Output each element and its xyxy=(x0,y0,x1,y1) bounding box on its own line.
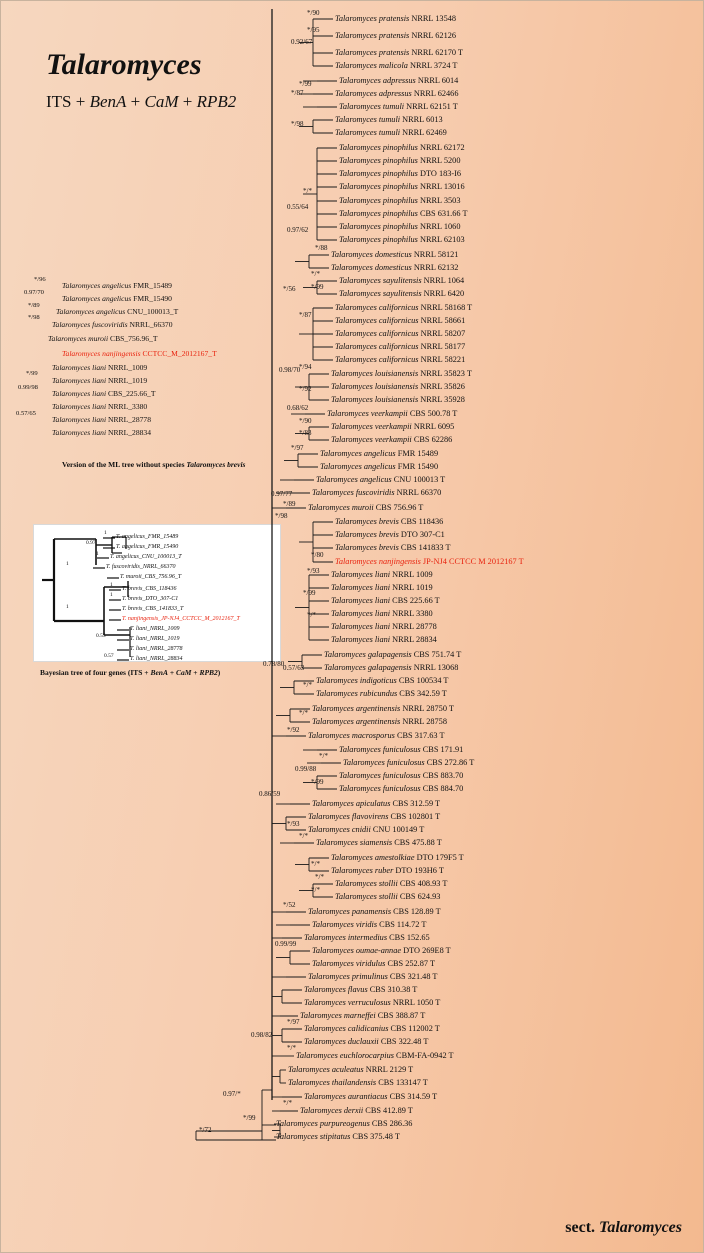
taxon-label: Talaromyces liani NRRL 28834 xyxy=(331,635,437,644)
support-value: */83 xyxy=(299,429,312,437)
support-value: */* xyxy=(311,886,320,894)
support-value: */92 xyxy=(287,726,300,734)
taxon-label: Talaromyces pinophilus NRRL 1060 xyxy=(339,222,461,231)
bayes-inset-taxon-label: T. liani_NRRL_1019 xyxy=(130,636,180,642)
taxon-label: Talaromyces pinophilus NRRL 13016 xyxy=(339,182,465,191)
taxon-label: Talaromyces intermedius CBS 152.65 xyxy=(304,933,430,942)
taxon-label: Talaromyces pinophilus NRRL 62103 xyxy=(339,235,465,244)
support-value: */* xyxy=(319,752,328,760)
taxon-label: Talaromyces funiculosus CBS 272.86 T xyxy=(343,758,475,767)
taxon-label: Talaromyces indigoticus CBS 100534 T xyxy=(316,676,449,685)
bayes-inset-taxon-label: T. muroii_CBS_756.96_T xyxy=(120,574,182,580)
taxon-label: Talaromyces pratensis NRRL 62126 xyxy=(335,31,457,40)
taxon-label: Talaromyces adpressus NRRL 6014 xyxy=(339,76,459,85)
bayes-inset-support-value: 1 xyxy=(66,561,69,567)
taxon-label: Talaromyces flavovirens CBS 102801 T xyxy=(308,812,441,821)
taxon-label: Talaromyces argentinensis NRRL 28758 xyxy=(312,717,447,726)
taxon-label: Talaromyces angelicus FMR 15489 xyxy=(320,449,439,458)
taxon-label: Talaromyces ruber DTO 193H6 T xyxy=(331,866,444,875)
bayes-inset-caption: Bayesian tree of four genes (ITS + BenA + CaM + RPB2) xyxy=(40,668,221,677)
taxon-label: Talaromyces macrosporus CBS 317.63 T xyxy=(308,731,445,740)
taxon-label: Talaromyces liani NRRL 3380 xyxy=(331,609,433,618)
support-value: */90 xyxy=(307,9,320,17)
ml-inset-support-value: */98 xyxy=(28,314,40,321)
bayes-inset-support-value: 1 xyxy=(104,530,107,536)
ml-inset-taxon-label: Talaromyces liani NRRL_28834 xyxy=(52,428,152,437)
taxon-label: Talaromyces liani CBS 225.66 T xyxy=(331,596,440,605)
support-value: */99 xyxy=(303,589,316,597)
bayes-inset-support-value: 1 xyxy=(110,582,113,588)
support-value: */87 xyxy=(291,89,304,97)
ml-inset-support-value: 0.97/70 xyxy=(24,289,44,296)
taxon-label: Talaromyces thailandensis CBS 133147 T xyxy=(288,1078,428,1087)
support-value: */* xyxy=(303,681,312,689)
support-value: */* xyxy=(299,832,308,840)
ml-inset-support-value: */99 xyxy=(26,370,38,377)
bayes-inset-taxon-label: T. brevis_DTO_307-C1 xyxy=(122,596,179,602)
ml-inset-taxon-label: Talaromyces liani CBS_225.66_T xyxy=(52,389,156,398)
ml-inset-taxon-label: Talaromyces nanjingensis CCTCC_M_2012167_T xyxy=(62,349,217,358)
taxon-label: Talaromyces viridis CBS 114.72 T xyxy=(312,920,427,929)
bayes-inset-support-value: 1 xyxy=(66,604,69,610)
taxon-label: Talaromyces derxii CBS 412.89 T xyxy=(300,1106,413,1115)
taxon-label: Talaromyces californicus NRRL 58221 xyxy=(335,355,466,364)
taxon-label: Talaromyces veerkampii CBS 62286 xyxy=(331,435,453,444)
support-value: */99 xyxy=(299,80,312,88)
support-value: */56 xyxy=(283,285,296,293)
taxon-label: Talaromyces funiculosus CBS 884.70 xyxy=(339,784,464,793)
support-value: 0.98/70 xyxy=(279,366,301,374)
taxon-label: Talaromyces veerkampii NRRL 6095 xyxy=(331,422,455,431)
taxon-label: Talaromyces aculeatus NRRL 2129 T xyxy=(288,1065,414,1074)
taxon-label: Talaromyces brevis DTO 307-C1 xyxy=(335,530,445,539)
support-value: 0.98/82 xyxy=(251,1031,273,1039)
taxon-label: Talaromyces fuscoviridis NRRL 66370 xyxy=(312,488,442,497)
bayes-inset-support-value: 1 xyxy=(110,592,113,598)
taxon-label: Talaromyces californicus NRRL 58661 xyxy=(335,316,466,325)
taxon-label: Talaromyces stollii CBS 408.93 T xyxy=(335,879,448,888)
section-label: sect. Talaromyces xyxy=(565,1219,682,1236)
bayes-inset-taxon-label: T. angelicus_FMR_15490 xyxy=(116,544,179,550)
support-value: */* xyxy=(303,187,312,195)
taxon-label: Talaromyces muroii CBS 756.96 T xyxy=(308,503,424,512)
support-value: */* xyxy=(311,270,320,278)
ml-inset-taxon-label: Talaromyces muroii CBS_756.96_T xyxy=(48,334,158,343)
taxon-label: Talaromyces brevis CBS 118436 xyxy=(335,517,444,526)
support-value: 0.97/77 xyxy=(271,490,293,498)
bayes-inset-support-value: 1 xyxy=(96,551,99,557)
taxon-label: Talaromyces stollii CBS 624.93 xyxy=(335,892,441,901)
taxon-label: Talaromyces liani NRRL 1019 xyxy=(331,583,433,592)
bayes-inset-taxon-label: T. brevis_CBS_141833_T xyxy=(122,606,184,612)
support-value: */80 xyxy=(311,551,324,559)
taxon-label: Talaromyces amestolkiae DTO 179F5 T xyxy=(331,853,464,862)
ml-inset-support-value: */89 xyxy=(28,302,40,309)
support-value: */97 xyxy=(287,1018,300,1026)
taxon-label: Talaromyces cnidii CNU 100149 T xyxy=(308,825,425,834)
ml-inset-taxon-label: Talaromyces angelicus FMR_15490 xyxy=(62,294,172,303)
taxon-label: Talaromyces domesticus NRRL 62132 xyxy=(331,263,459,272)
taxon-label: Talaromyces malicola NRRL 3724 T xyxy=(335,61,458,70)
bayes-inset-support-value: 0.55 xyxy=(96,633,106,639)
taxon-label: Talaromyces purpureogenus CBS 286.36 xyxy=(276,1119,413,1128)
taxon-label: Talaromyces californicus NRRL 58207 xyxy=(335,329,466,338)
taxon-label: Talaromyces angelicus CNU 100013 T xyxy=(316,475,446,484)
taxon-label: Talaromyces liani NRRL 28778 xyxy=(331,622,437,631)
taxon-label: Talaromyces flavus CBS 310.38 T xyxy=(304,985,418,994)
ml-inset-taxon-label: Talaromyces fuscoviridis NRRL_66370 xyxy=(52,320,173,329)
taxon-label: Talaromyces pratensis NRRL 13548 xyxy=(335,14,457,23)
bayes-inset-taxon-label: T. liani_NRRL_28834 xyxy=(130,656,183,662)
taxon-label: Talaromyces californicus NRRL 58168 T xyxy=(335,303,473,312)
support-value: 0.78/80 xyxy=(263,660,285,668)
support-value: */89 xyxy=(283,500,296,508)
support-value: */* xyxy=(287,1044,296,1052)
support-value: */97 xyxy=(291,444,304,452)
taxon-label: Talaromyces adpressus NRRL 62466 xyxy=(335,89,459,98)
support-value: */72 xyxy=(199,1126,212,1134)
taxon-label: Talaromyces pinophilus NRRL 5200 xyxy=(339,156,461,165)
taxon-label: Talaromyces liani NRRL 1009 xyxy=(331,570,433,579)
taxon-label: Talaromyces stipitatus CBS 375.48 T xyxy=(276,1132,400,1141)
bayes-inset-taxon-label: T. angelicus_CNU_100013_T xyxy=(110,554,182,560)
taxon-label: Talaromyces sayulitensis NRRL 6420 xyxy=(339,289,465,298)
taxon-label: Talaromyces nanjingensis JP-NJ4 CCTCC M 2012167 T xyxy=(335,557,524,566)
taxon-label: Talaromyces rubicundus CBS 342.59 T xyxy=(316,689,447,698)
support-value: */* xyxy=(299,709,308,717)
support-value: 0.99/99 xyxy=(275,940,297,948)
support-value: */87 xyxy=(299,311,312,319)
taxon-label: Talaromyces pinophilus NRRL 62172 xyxy=(339,143,465,152)
taxon-label: Talaromyces angelicus FMR 15490 xyxy=(320,462,439,471)
taxon-label: Talaromyces veerkampii CBS 500.78 T xyxy=(327,409,458,418)
taxon-label: Talaromyces pratensis NRRL 62170 T xyxy=(335,48,464,57)
support-value: */93 xyxy=(307,567,320,575)
taxon-label: Talaromyces tumuli NRRL 6013 xyxy=(335,115,443,124)
support-value: */94 xyxy=(299,363,312,371)
ml-inset-taxon-label: Talaromyces liani NRRL_3380 xyxy=(52,402,148,411)
taxon-label: Talaromyces galapagensis NRRL 13068 xyxy=(324,663,459,672)
ml-inset-taxon-label: Talaromyces angelicus FMR_15489 xyxy=(62,281,172,290)
support-value: */52 xyxy=(283,901,296,909)
taxon-label: Talaromyces siamensis CBS 475.88 T xyxy=(316,838,442,847)
taxon-label: Talaromyces tumuli NRRL 62469 xyxy=(335,128,447,137)
taxon-label: Talaromyces louisianensis NRRL 35928 xyxy=(331,395,465,404)
taxon-label: Talaromyces duclauxii CBS 322.48 T xyxy=(304,1037,429,1046)
support-value: */92 xyxy=(299,385,312,393)
taxon-label: Talaromyces oumae-annae DTO 269E8 T xyxy=(312,946,451,955)
taxon-label: Talaromyces marneffei CBS 388.87 T xyxy=(300,1011,426,1020)
support-value: */98 xyxy=(291,120,304,128)
support-value: 0.68/62 xyxy=(287,404,309,412)
support-value: */* xyxy=(315,873,324,881)
support-value: */90 xyxy=(299,417,312,425)
taxon-label: Talaromyces louisianensis NRRL 35823 T xyxy=(331,369,472,378)
support-value: */99 xyxy=(311,778,324,786)
support-value: 0.55/64 xyxy=(287,203,309,211)
support-value: */98 xyxy=(275,512,288,520)
support-value: */88 xyxy=(315,244,328,252)
support-value: */93 xyxy=(287,820,300,828)
ml-inset-support-value: 0.99/98 xyxy=(18,384,38,391)
bayes-inset-taxon-label: T. brevis_CBS_118436 xyxy=(122,586,177,592)
taxon-label: Talaromyces verruculosus NRRL 1050 T xyxy=(304,998,441,1007)
support-value: 0.99/88 xyxy=(295,765,317,773)
gene-markers-label: ITS + BenA + CaM + RPB2 xyxy=(46,92,237,111)
taxon-label: Talaromyces californicus NRRL 58177 xyxy=(335,342,466,351)
taxon-label: Talaromyces calidicanius CBS 112002 T xyxy=(304,1024,440,1033)
taxon-label: Talaromyces pinophilus DTO 183-I6 xyxy=(339,169,462,178)
bayes-inset-support-value: 0.97 xyxy=(86,540,96,546)
bayes-inset-taxon-label: T. liani_NRRL_1009 xyxy=(130,626,180,632)
taxon-label: Talaromyces argentinensis NRRL 28750 T xyxy=(312,704,454,713)
bayes-inset-taxon-label: T. fuscoviridis_NRRL_66370 xyxy=(106,564,176,570)
support-value: */* xyxy=(311,860,320,868)
taxon-label: Talaromyces pinophilus CBS 631.66 T xyxy=(339,209,468,218)
support-value: 0.97/* xyxy=(223,1090,241,1098)
taxon-label: Talaromyces tumuli NRRL 62151 T xyxy=(339,102,458,111)
bayes-inset-taxon-label: T. nanjingensis_JP-NJ4_CCTCC_M_2012167_T xyxy=(122,616,240,622)
ml-inset-caption: Version of the ML tree without species Talaromyces brevis xyxy=(62,460,246,469)
taxon-label: Talaromyces aurantiacus CBS 314.59 T xyxy=(304,1092,438,1101)
bayes-inset-taxon-label: T. liani_NRRL_28778 xyxy=(130,646,183,652)
taxon-label: Talaromyces sayulitensis NRRL 1064 xyxy=(339,276,465,285)
support-value: 0.97/62 xyxy=(287,226,309,234)
taxon-label: Talaromyces panamensis CBS 128.89 T xyxy=(308,907,441,916)
bayes-inset-taxon-label: T. angelicus_FMR_15489 xyxy=(116,534,179,540)
taxon-label: Talaromyces pinophilus NRRL 3503 xyxy=(339,196,461,205)
taxon-label: Talaromyces apiculatus CBS 312.59 T xyxy=(312,799,441,808)
ml-inset-taxon-label: Talaromyces liani NRRL_1009 xyxy=(52,363,148,372)
support-value: 0.57/63 xyxy=(283,664,305,672)
ml-inset-taxon-label: Talaromyces liani NRRL_28778 xyxy=(52,415,152,424)
ml-inset-support-value: */96 xyxy=(34,276,46,283)
support-value: */* xyxy=(307,611,316,619)
ml-inset-taxon-label: Talaromyces angelicus CNU_100013_T xyxy=(56,307,179,316)
taxon-label: Talaromyces funiculosus CBS 883.70 xyxy=(339,771,464,780)
taxon-label: Talaromyces louisianensis NRRL 35826 xyxy=(331,382,465,391)
ml-inset-taxon-label: Talaromyces liani NRRL_1019 xyxy=(52,376,148,385)
taxon-label: Talaromyces funiculosus CBS 171.91 xyxy=(339,745,464,754)
bayes-inset-support-value: 0.57 xyxy=(104,653,114,659)
support-value: */99 xyxy=(243,1114,256,1122)
taxon-label: Talaromyces domesticus NRRL 58121 xyxy=(331,250,459,259)
taxon-label: Talaromyces euchlorocarpius CBM-FA-0942 T xyxy=(296,1051,454,1060)
support-value: */95 xyxy=(307,26,320,34)
support-value: */* xyxy=(283,1099,292,1107)
genus-title: Talaromyces xyxy=(46,48,202,81)
taxon-label: Talaromyces primulinus CBS 321.48 T xyxy=(308,972,438,981)
taxon-label: Talaromyces brevis CBS 141833 T xyxy=(335,543,451,552)
taxon-label: Talaromyces viridulus CBS 252.87 T xyxy=(312,959,436,968)
ml-inset-support-value: 0.57/65 xyxy=(16,410,36,417)
support-value: 0.92/67 xyxy=(291,38,313,46)
taxon-label: Talaromyces galapagensis CBS 751.74 T xyxy=(324,650,462,659)
support-value: */99 xyxy=(311,283,324,291)
support-value: 0.86/59 xyxy=(259,790,281,798)
